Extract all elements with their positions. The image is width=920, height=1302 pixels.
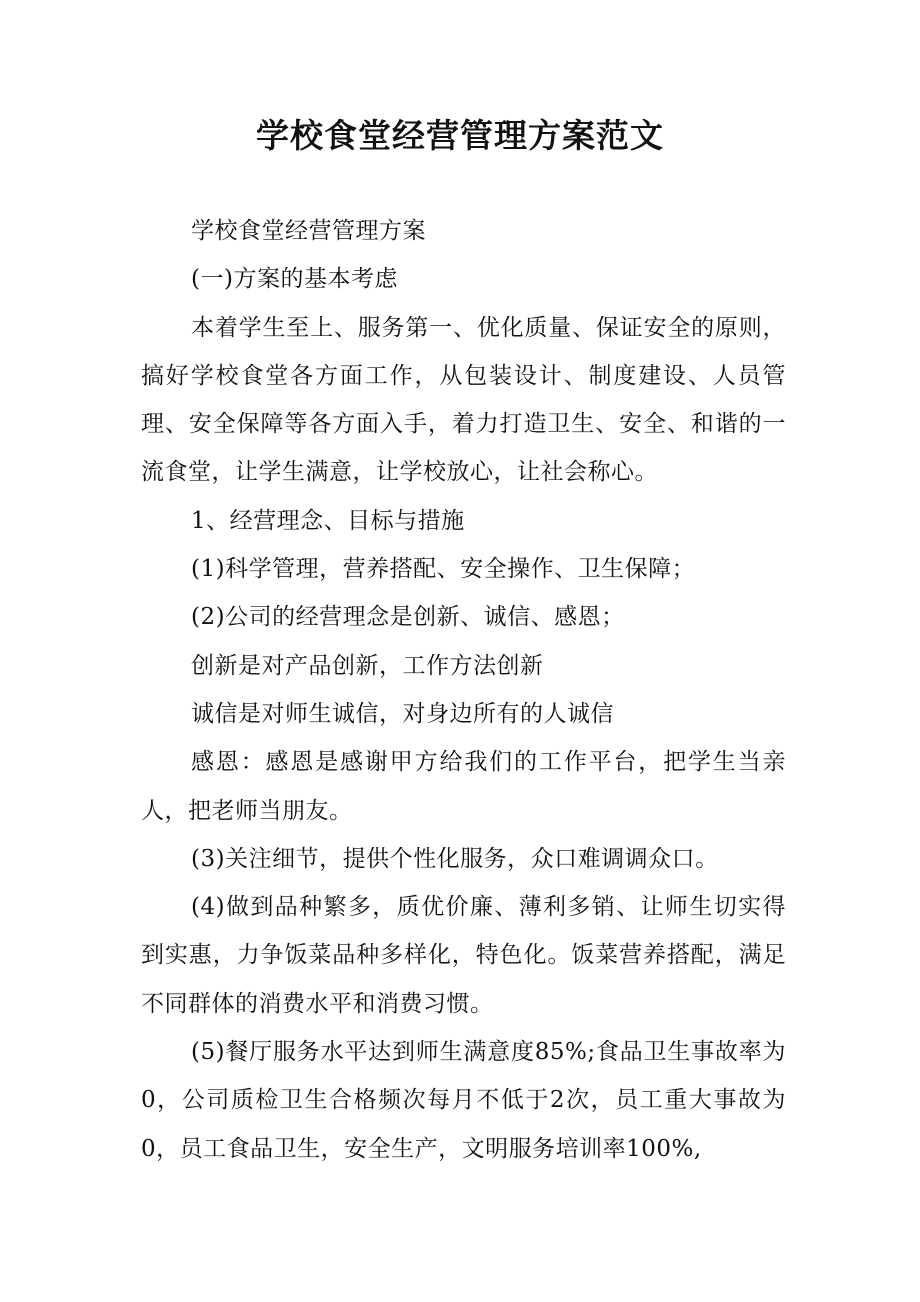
- paragraph-innovation: 创新是对产品创新，工作方法创新: [191, 652, 544, 679]
- paragraph-heading-goals: 1、经营理念、目标与措施: [191, 507, 465, 534]
- paragraph-subtitle: 学校食堂经营管理方案: [191, 218, 426, 244]
- paragraph-principles: 本着学生至上、服务第一、优化质量、保证安全的原则，搞好学校食堂各方面工作，从包装设计、制度建设、人员管理、安全保障等各方面入手，着力打造卫生、安全、和谐的一流食堂，让学生满意，让学校放心，让社会称心。: [141, 314, 786, 486]
- paragraph-item-3: (3)关注细节，提供个性化服务，众口难调调众口。: [191, 845, 719, 872]
- document-body: [141, 207, 786, 1173]
- paragraph-item-5: (5)餐厅服务水平达到师生满意度85%;食品卫生事故率为0，公司质检卫生合格频次每月不低于2次，员工重大事故为0，员工食品卫生，安全生产，文明服务培训率100%,: [141, 1039, 786, 1162]
- paragraph-item-2: (2)公司的经营理念是创新、诚信、感恩；: [191, 604, 625, 631]
- paragraph-gratitude: 感恩：感恩是感谢甲方给我们的工作平台，把学生当亲人，把老师当朋友。: [141, 749, 786, 824]
- paragraph-integrity: 诚信是对师生诚信，对身边所有的人诚信: [191, 700, 614, 727]
- paragraph-section-heading: (一)方案的基本考虑: [191, 266, 398, 293]
- paragraph-item-4: (4)做到品种繁多，质优价廉、薄利多销、让师生切实得到实惠，力争饭菜品种多样化，特色化。饭菜营养搭配，满足不同群体的消费水平和消费习惯。: [141, 894, 786, 1017]
- document-title: 学校食堂经营管理方案范文: [256, 116, 664, 155]
- paragraph-item-1: (1)科学管理，营养搭配、安全操作、卫生保障；: [191, 556, 696, 583]
